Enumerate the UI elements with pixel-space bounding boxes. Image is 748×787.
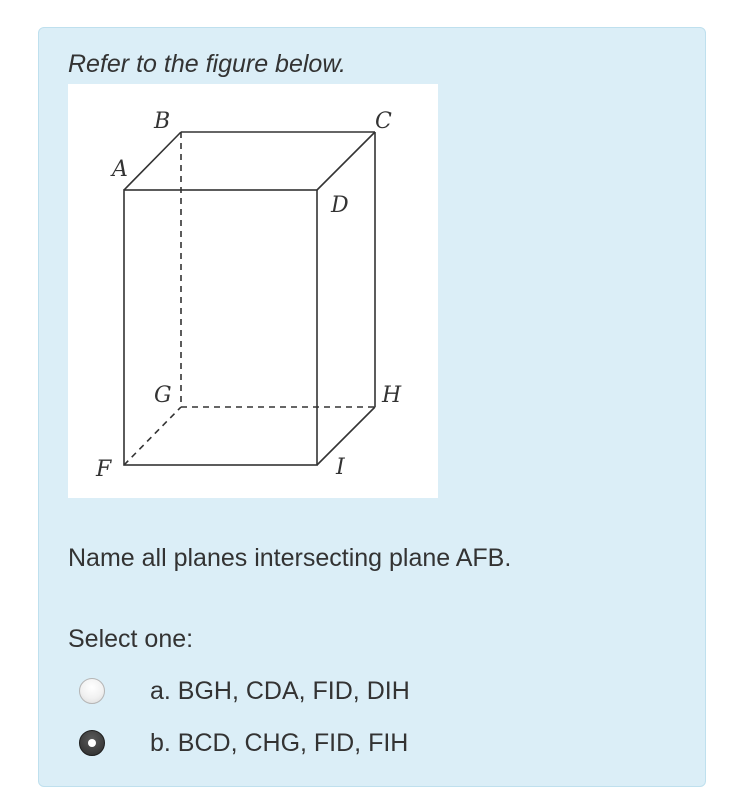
label-c: C bbox=[375, 109, 392, 134]
question-intro: Refer to the figure below. bbox=[68, 50, 346, 78]
option-b-label[interactable]: b. BCD, CHG, FID, FIH bbox=[150, 728, 409, 757]
edge-cd bbox=[317, 132, 375, 190]
option-a-label[interactable]: a. BGH, CDA, FID, DIH bbox=[150, 676, 410, 705]
label-d: D bbox=[331, 193, 349, 218]
question-text: Name all planes intersecting plane AFB. bbox=[68, 544, 512, 572]
question-card bbox=[38, 27, 706, 787]
edge-ab bbox=[124, 132, 181, 190]
label-h: H bbox=[382, 383, 402, 408]
edge-fg-hidden bbox=[124, 407, 181, 465]
label-a: A bbox=[112, 157, 128, 182]
option-b-radio[interactable] bbox=[79, 730, 105, 756]
label-f: F bbox=[96, 457, 112, 482]
prism-figure bbox=[68, 84, 438, 498]
front-face bbox=[124, 190, 317, 465]
label-b: B bbox=[154, 109, 171, 134]
select-prompt: Select one: bbox=[68, 625, 194, 653]
option-a[interactable] bbox=[79, 675, 410, 707]
label-g: G bbox=[154, 383, 172, 408]
edge-hi bbox=[317, 407, 375, 465]
option-b[interactable] bbox=[79, 727, 408, 759]
label-i: I bbox=[336, 455, 345, 480]
prism-diagram bbox=[68, 84, 438, 498]
option-a-radio[interactable] bbox=[79, 678, 105, 704]
